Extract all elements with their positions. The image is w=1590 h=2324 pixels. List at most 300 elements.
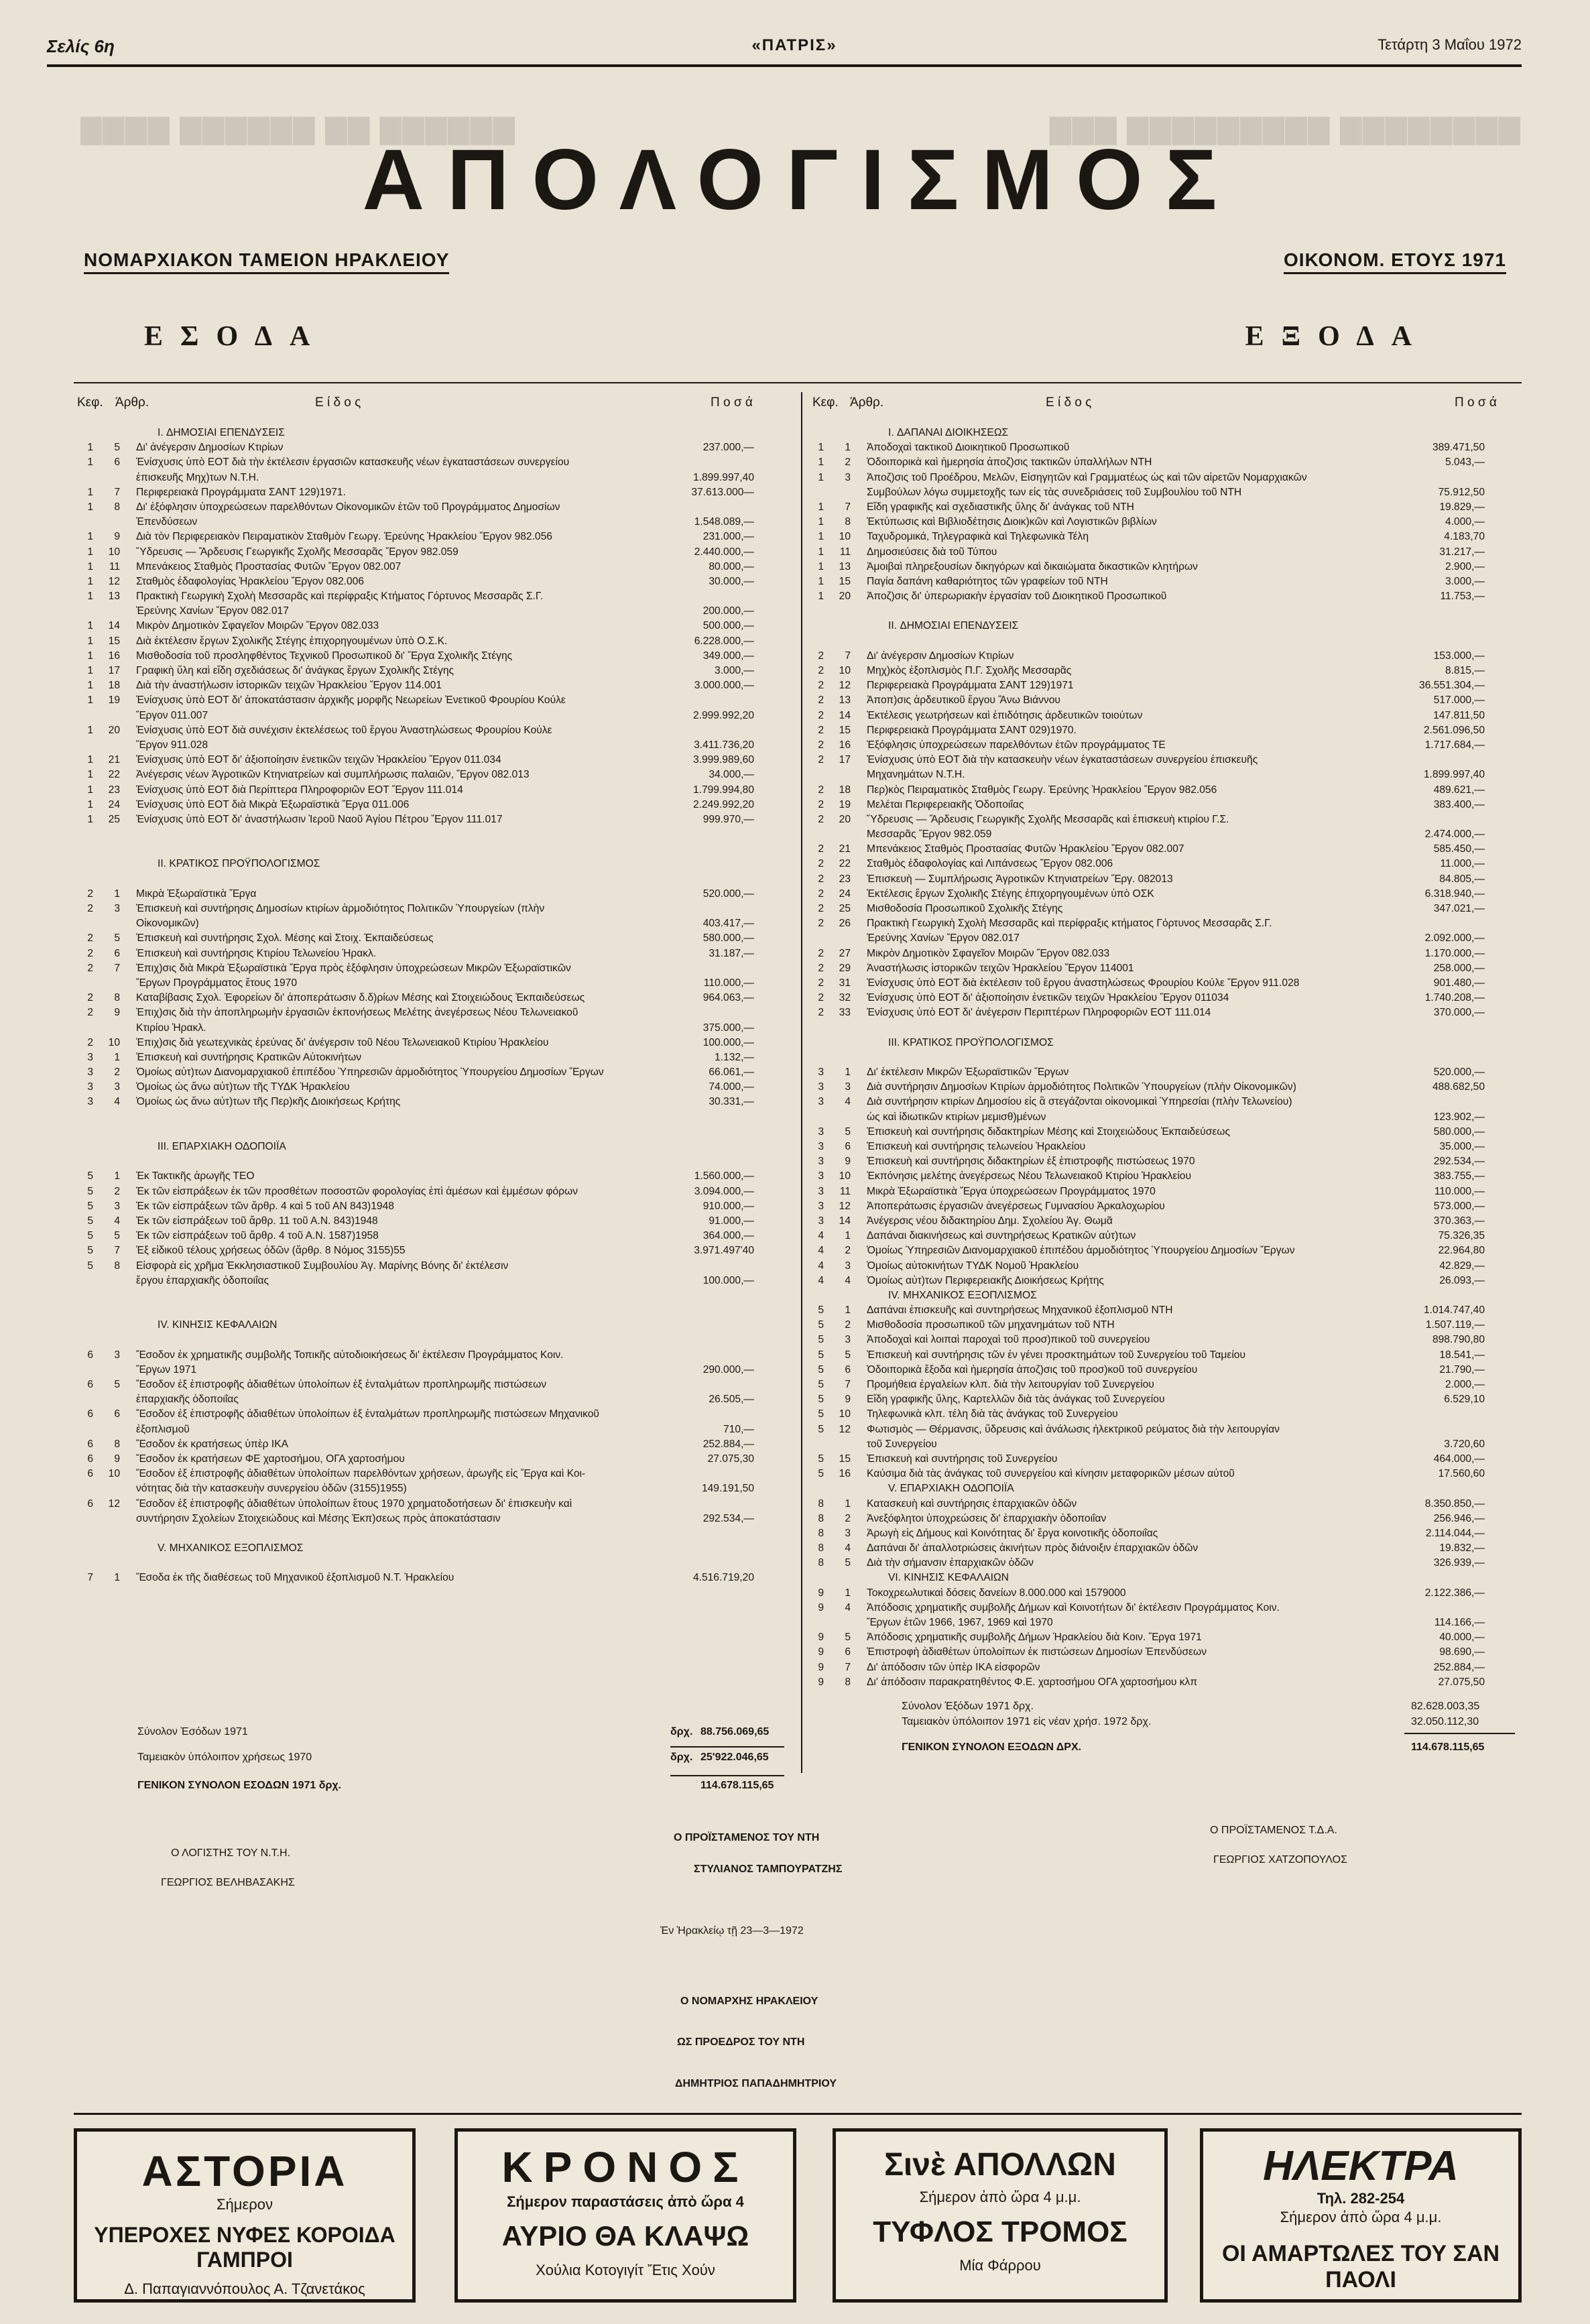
article-number: 12 [839, 1423, 851, 1435]
item-description: Ἐνίσχυσις ὑπὸ ΕΟΤ διὰ συνέχισιν ἐκτελέσεως τοῦ ἔργου Ἀναστηλώσεως Φρουρίου Κούλε [136, 724, 552, 736]
item-amount: 153.000,— [1433, 650, 1485, 662]
balance-1971-value: 32.050.112,30 [1411, 1716, 1479, 1727]
chapter-number: 3 [818, 1170, 824, 1182]
chapter-number: 2 [87, 947, 93, 959]
item-description [127, 1125, 654, 1140]
revenue-heading: ΕΣΟΔΑ [144, 321, 328, 352]
item-description: Ἔργον 011.007 [136, 709, 208, 721]
item-amount: 500.000,— [702, 620, 754, 632]
item-description: Ἐκ τῶν εἰσπράξεων τοῦ ἄρθρ. 11 τοῦ Α.Ν. 843)1948 [136, 1215, 378, 1227]
item-description: Μπενάκειος Σταθμὸς Προστασίας Φυτῶν Ἔργον 082.007 [136, 560, 402, 572]
item-amount [654, 1467, 754, 1481]
article-number: 6 [114, 456, 120, 469]
item-description: Δαπάναι δι' ἀπαλλοτριώσεις ἀκινήτων πρὸς διάνοιξιν ἐπαρχιακῶν ὁδῶν [867, 1542, 1199, 1554]
ad-apollon [833, 2128, 1168, 2303]
item-description: Δαπάναι ἐπισκευῆς καὶ συντηρήσεως Μηχανικοῦ ἐξοπλισμοῦ ΝΤΗ [867, 1304, 1173, 1317]
table-row [77, 693, 754, 708]
item-description: ἐξοπλισμοῦ [136, 1423, 190, 1435]
item-description: Κατασκευὴ καὶ συντήρησις ἐπαρχιακῶν ὁδῶν [867, 1497, 1077, 1510]
table-row [808, 1526, 1485, 1541]
head-nth-title: Ο ΠΡΟΪΣΤΑΜΕΝΟΣ ΤΟΥ ΝΤΗ [674, 1832, 820, 1843]
table-row [77, 1333, 754, 1347]
table-row [77, 1407, 754, 1422]
article-number: 1 [845, 1587, 851, 1599]
article-number [824, 604, 857, 619]
item-amount: 364.000,— [702, 1230, 754, 1242]
issue-date: Τετάρτη 3 Μαΐου 1972 [1378, 36, 1522, 53]
item-description: Ταχυδρομικά, Τηλεγραφικὰ καὶ Τηλεφωνικὰ Τέλη [867, 531, 1089, 543]
bleed-text-right: ▇▇▇ ▇▇▇▇▇▇▇▇▇ ▇▇▇▇▇▇▇▇ [1050, 115, 1522, 144]
item-amount: 2.114.044,— [1425, 1527, 1485, 1539]
section-heading [77, 426, 754, 440]
chapter-number: 9 [818, 1587, 824, 1599]
table-row [808, 1303, 1485, 1318]
chapter-number: 6 [87, 1468, 93, 1480]
item-description: Διὰ τὸν Περιφερειακὸν Πειραματικὸν Σταθμὸν Γεωργ. Ἐρεύνης Ἡρακλείου Ἔργον 982.056 [136, 531, 552, 543]
chapter-number: 2 [818, 798, 824, 810]
article-number: 25 [108, 813, 120, 825]
article-number: 8 [114, 992, 120, 1004]
table-row [77, 887, 754, 902]
chapter-number: 6 [87, 1497, 93, 1510]
table-row [77, 1110, 754, 1125]
chapter-number: 5 [818, 1468, 824, 1480]
item-amount: 75.326,35 [1438, 1230, 1485, 1242]
chapter-number [77, 1333, 93, 1347]
chapter-number [808, 931, 824, 946]
article-number: 18 [839, 784, 851, 796]
item-description: ὡς καὶ ἰδιωτικῶν κτιρίων μεμισθ)μένων [867, 1111, 1046, 1123]
table-row [808, 1005, 1485, 1020]
article-number [93, 1274, 127, 1288]
section-title: V. ΜΗΧΑΝΙΚΟΣ ΕΞΟΠΛΙΣΜΟΣ [158, 1542, 304, 1554]
section-heading [77, 1541, 754, 1556]
item-description: Κτιρίου Ἡρακλ. [136, 1022, 206, 1034]
chapter-number: 8 [818, 1557, 824, 1569]
item-amount: 1.899.997,40 [1423, 769, 1485, 781]
col-header-eidos: Ε ί δ ο ς [1046, 395, 1092, 410]
chapter-number: 1 [818, 442, 824, 454]
prefect-title: Ο ΝΟΜΑΡΧΗΣ ΗΡΑΚΛΕΙΟΥ [680, 1996, 818, 2007]
item-description: Περιφερειακὰ Προγράμματα ΣΑΝΤ 029)1970. [867, 724, 1077, 736]
item-description: Ἀρωγὴ εἰς Δήμους καὶ Κοινότητας δι' ἔργα κοινοτικῆς ὁδοποιΐας [867, 1527, 1158, 1539]
table-row [808, 827, 1485, 842]
article-number: 5 [114, 1230, 120, 1242]
item-amount: 488.682,50 [1432, 1081, 1485, 1093]
item-description [127, 1526, 654, 1541]
chapter-number: 2 [818, 650, 824, 662]
chapter-number: 3 [818, 1215, 824, 1227]
table-row [808, 991, 1485, 1005]
article-number: 3 [845, 1260, 851, 1272]
table-row [808, 1140, 1485, 1154]
item-description: Ἐκ τῶν εἰσπράξεων ἐκ τῶν προσθέτων ποσοστῶν φορολογίας ἐπὶ ἀμέσων καὶ ἐμμέσων φόρων [136, 1185, 578, 1197]
table-row [808, 902, 1485, 916]
table-row [808, 1259, 1485, 1274]
item-description: Ἐκτέλεσις ἔργων Σχολικῆς Στέγης ἐπιχορηγουμένων ὑπὸ ΟΣΚ [867, 888, 1154, 900]
table-row [808, 1645, 1485, 1660]
article-number: 1 [845, 442, 851, 454]
chapter-number: 5 [87, 1200, 93, 1212]
chapter-number: 2 [818, 843, 824, 855]
table-row [77, 604, 754, 619]
item-description: Ἐνίσχυσις ὑπὸ ΕΟΤ δι' ἀνέγερσιν Περιπτέρων Πληροφοριῶν ΕΟΤ 111.014 [867, 1007, 1211, 1019]
item-amount [1384, 1050, 1485, 1065]
item-description: Ἐκτέλεσις γεωτρήσεων καὶ ἐπιδότησις ἀρδευτικῶν τοιούτων [867, 709, 1143, 721]
item-description: Ἔσοδον ἐξ ἐπιστροφῆς ἀδιαθέτων ὑπολοίπων ἐξ ἐνταλμάτων προπληρωμῆς πιστώσεων Μηχανικοῦ [136, 1408, 599, 1420]
chapter-number [808, 1050, 824, 1065]
item-amount: 100.000,— [702, 1274, 754, 1286]
article-number [93, 1154, 127, 1169]
table-row [77, 1363, 754, 1378]
article-number [93, 515, 127, 530]
table-row [808, 678, 1485, 693]
article-number: 17 [839, 754, 851, 766]
article-number: 7 [114, 1245, 120, 1257]
item-description: Ἀμοιβαὶ πληρεξουσίων δικηγόρων καὶ δικαιώματα δικαστικῶν κλητήρων [867, 560, 1198, 572]
item-amount: 19.829,— [1439, 501, 1485, 513]
table-row [808, 723, 1485, 738]
chapter-number: 5 [818, 1423, 824, 1435]
table-row [808, 1630, 1485, 1645]
section-heading [808, 1481, 1485, 1496]
article-number: 12 [839, 1200, 851, 1212]
item-amount: 3.000,— [1445, 575, 1485, 587]
item-description: συντήρησιν Σχολείων Στοιχειώδους καὶ Μέσης Ἐκπ)σεως πρὸς ἀποκατάστασιν [136, 1512, 501, 1524]
chapter-number [77, 738, 93, 753]
item-description: Συμβούλων λόγω συμμετοχῆς των εἰς τὰς συνεδριάσεις τοῦ Συμβουλίου τοῦ ΝΤΗ [867, 486, 1242, 498]
item-description: Ἐνίσχυσις ὑπὸ ΕΟΤ διὰ τὴν κατασκευὴν νέων ἐγκαταστάσεων συνεργείου ἐπισκευῆς [867, 754, 1258, 766]
item-description: Μισθοδοσία προσωπικοῦ τῶν μηχανημάτων τοῦ ΝΤΗ [867, 1319, 1115, 1331]
table-row [77, 842, 754, 857]
ad-kronos-film: ΑΥΡΙΟ ΘΑ ΚΛΑΨΩ [501, 2220, 749, 2252]
item-description: Ἐνίσχυσις ὑπὸ ΕΟΤ διὰ Περίπτερα Πληροφοριῶν ΕΟΤ Ἔργον 111.014 [136, 784, 463, 796]
chapter-number: 5 [87, 1230, 93, 1242]
item-description: Μηχανημάτων Ν.Τ.Η. [867, 769, 965, 781]
table-row [808, 1467, 1485, 1481]
article-number: 8 [114, 1260, 120, 1272]
article-number: 6 [845, 1141, 851, 1152]
item-description: ἐπαρχιακῆς ὁδοποιΐας [136, 1394, 239, 1406]
chapter-number [808, 768, 824, 782]
item-description [127, 1288, 654, 1303]
item-description: Ἀνέγερσις νέων Ἀγροτικῶν Κτηνιατρείων καὶ συμπλήρωσις παλαιῶν, Ἔργον 082.013 [136, 769, 530, 781]
table-row [77, 678, 754, 693]
bleed-text-left: ▇▇▇▇ ▇▇▇▇▇▇ ▇▇ ▇▇▇▇▇▇ [80, 115, 517, 144]
item-amount [654, 961, 754, 976]
table-row [808, 1333, 1485, 1347]
article-number: 2 [845, 456, 851, 469]
item-amount: 19.832,— [1439, 1542, 1485, 1554]
item-description: Ἔργον 911.028 [136, 739, 208, 751]
table-row [77, 961, 754, 976]
item-amount [1384, 471, 1485, 485]
article-number: 7 [845, 650, 851, 662]
item-amount: 110.000,— [703, 977, 754, 989]
table-row [77, 440, 754, 455]
item-amount: 1.132,— [715, 1051, 754, 1063]
item-description: Δι' ἀπόδοσιν παρακρατηθέντος Φ.Ε. χαρτοσήμου ΟΓΑ χαρτοσήμου κλπ [867, 1676, 1198, 1688]
table-row [77, 1452, 754, 1467]
article-number: 16 [108, 650, 120, 662]
item-amount [654, 1303, 754, 1318]
item-amount [1384, 604, 1485, 619]
ad-apollon-cast: Μία Φάρρου [959, 2257, 1041, 2274]
table-row [808, 664, 1485, 678]
chapter-number: 3 [87, 1051, 93, 1063]
chapter-number: 2 [87, 1036, 93, 1048]
article-number: 3 [845, 1527, 851, 1539]
chapter-number: 9 [818, 1632, 824, 1644]
chapter-number: 6 [87, 1349, 93, 1361]
item-description: Ἀνεξόφλητοι ὑποχρεώσεις δι' ἐπαρχιακὴν ὁδοποιΐαν [867, 1512, 1107, 1524]
article-number: 16 [839, 739, 851, 751]
col-header-arth: Άρθρ. [850, 395, 884, 410]
chapter-number: 1 [87, 680, 93, 692]
item-description [127, 1303, 654, 1318]
item-description: Οἰκονομικῶν) [136, 918, 199, 930]
article-number: 23 [839, 873, 851, 885]
chapter-number [77, 1288, 93, 1303]
chapter-number: 8 [818, 1542, 824, 1554]
table-row [808, 693, 1485, 708]
chapter-number: 9 [818, 1676, 824, 1688]
chapter-number [808, 604, 824, 619]
article-number: 14 [839, 709, 851, 721]
item-amount: 6.228.000,— [694, 635, 754, 647]
article-number: 2 [845, 1512, 851, 1524]
table-row [77, 812, 754, 827]
article-number: 2 [114, 1066, 120, 1079]
article-number: 15 [839, 575, 851, 587]
item-amount: 389.471,50 [1432, 442, 1485, 454]
item-description: Μικρὸν Δημοτικὸν Σφαγεῖον Μοιρῶν Ἔργον 082.033 [867, 947, 1110, 959]
chapter-number: 1 [87, 442, 93, 454]
item-description: Ὕδρευσις — Ἄρδευσις Γεωργικῆς Σχολῆς Μεσσαρᾶς καὶ ἐπισκευὴ κτιρίου Γ.Σ. [867, 813, 1229, 825]
chapter-number [77, 1303, 93, 1318]
article-number: 7 [845, 1379, 851, 1390]
chapter-number: 2 [87, 888, 93, 900]
article-number: 33 [839, 1007, 851, 1019]
grand-total-expenses-label: ΓΕΝΙΚΟΝ ΣΥΝΟΛΟΝ ΕΞΟΔΩΝ ΔΡΧ. [902, 1741, 1082, 1753]
item-description: Ἔσοδον ἐκ κρατήσεως ὑπὲρ ΙΚΑ [136, 1438, 289, 1450]
item-amount [654, 723, 754, 738]
chapter-number [77, 709, 93, 723]
article-number: 27 [839, 947, 851, 959]
item-description: Ἀποπεράτωσις ἐργασιῶν ἀνεγέρσεως Γυμνασίου Ἀρκαλοχωρίου [867, 1200, 1165, 1212]
item-amount: 910.000,— [702, 1200, 754, 1212]
article-number: 32 [839, 992, 851, 1004]
item-amount: 31.217,— [1439, 546, 1485, 558]
item-amount: 252.884,— [1433, 1661, 1485, 1673]
item-description [127, 827, 654, 842]
table-row [77, 872, 754, 887]
ad-kronos [454, 2128, 796, 2303]
table-row [808, 1065, 1485, 1080]
page-title: ΑΠΟΛΟΓΙΣΜΟΣ [362, 132, 1240, 228]
item-description: Μικρὰ Ἐξωραϊστικὰ Ἔργα ὑποχρεώσεων Προγράμματος 1970 [867, 1185, 1156, 1197]
grand-total-expenses-value: 114.678.115,65 [1411, 1741, 1485, 1753]
item-amount [654, 589, 754, 604]
item-amount [1384, 916, 1485, 931]
table-row [77, 1021, 754, 1036]
item-description: Ἐπισκευὴ καὶ συντήρησις Σχολ. Μέσης καὶ Στοιχ. Ἐκπαιδεύσεως [136, 932, 434, 944]
item-amount: 6.529,10 [1444, 1394, 1485, 1406]
table-row [77, 946, 754, 961]
table-row [808, 1512, 1485, 1526]
fund-name: ΝΟΜΑΡΧΙΑΚΟΝ ΤΑΜΕΙΟΝ ΗΡΑΚΛΕΙΟΥ [84, 249, 449, 274]
item-amount [654, 1407, 754, 1422]
article-number: 1 [114, 1170, 120, 1182]
item-amount: 489.621,— [1433, 784, 1485, 796]
table-row [808, 1541, 1485, 1556]
item-amount: 34.000,— [709, 769, 754, 781]
item-amount: 66.061,— [709, 1066, 754, 1079]
table-row [808, 976, 1485, 991]
item-amount: 30.000,— [709, 575, 754, 587]
item-amount: 383.400,— [1433, 798, 1485, 810]
item-amount: 237.000,— [702, 442, 754, 454]
article-number: 21 [839, 843, 851, 855]
sum-rule [1404, 1733, 1515, 1734]
section-title: III. ΚΡΑΤΙΚΟΣ ΠΡΟΫΠΟΛΟΓΙΣΜΟΣ [888, 1036, 1054, 1048]
table-row [808, 798, 1485, 812]
item-amount [1384, 1021, 1485, 1036]
item-amount: 3.000,— [715, 665, 754, 676]
ad-astoria-cast: Δ. Παπαγιαννόπουλος Α. Τζανετάκος [124, 2280, 365, 2297]
chapter-number: 5 [818, 1319, 824, 1331]
item-amount: 375.000,— [702, 1022, 754, 1034]
article-number: 1 [114, 888, 120, 900]
chapter-number: 8 [818, 1497, 824, 1510]
item-description: Ἐπιχ)σις διὰ Μικρὰ Ἐξωραϊστικὰ Ἔργα πρὸς ἐξόφλησιν ὑποχρεώσεων Μικρῶν Ἐξωραϊστικῶν [136, 962, 571, 974]
article-number [93, 976, 127, 991]
article-number: 3 [845, 471, 851, 483]
item-amount: 383.755,— [1433, 1170, 1485, 1182]
article-number: 21 [108, 754, 120, 766]
article-number: 10 [839, 531, 851, 543]
article-number: 1 [845, 1066, 851, 1079]
item-description: Ἐξ εἰδικοῦ τέλους χρήσεως ὁδῶν (ἄρθρ. 8 Νόμος 3155)55 [136, 1245, 406, 1257]
table-row [77, 738, 754, 753]
table-row [77, 768, 754, 782]
article-number: 5 [845, 1349, 851, 1361]
table-row [77, 1095, 754, 1109]
chapter-number: 6 [87, 1408, 93, 1420]
article-number: 15 [108, 635, 120, 647]
chapter-number: 2 [818, 709, 824, 721]
chapter-number: 1 [818, 456, 824, 469]
item-amount: 2.092.000,— [1424, 932, 1485, 944]
item-description: Ἐκ τῶν εἰσπράξεων τῶν ἄρθρ. 4 καὶ 5 τοῦ ΑΝ 843)1948 [136, 1200, 394, 1212]
total-expenses-value: 82.628.003,35 [1411, 1701, 1480, 1712]
item-description: Ἐπισκευὴ — Συμπλήρωσις Ἀγροτικῶν Κτηνιατρείων Ἔργ. 082013 [867, 873, 1173, 885]
item-amount: 347.021,— [1433, 903, 1485, 914]
chapter-number: 2 [818, 858, 824, 870]
chapter-number: 3 [87, 1066, 93, 1079]
table-row [77, 1556, 754, 1571]
ad-ilektra-film: ΟΙ ΑΜΑΡΤΩΛΕΣ ΤΟΥ ΣΑΝ ΠΑΟΛΙ [1221, 2241, 1500, 2292]
chapter-number: 3 [818, 1185, 824, 1197]
table-row [77, 485, 754, 500]
chapter-number [77, 515, 93, 530]
section-title: V. ΕΠΑΡΧΙΑΚΗ ΟΔΟΠΟΙΪΑ [888, 1483, 1014, 1495]
item-description: Ἐπιστροφὴ ἀδιαθέτων ὑπολοίπων ἐκ πιστώσεων Δημοσίων Ἐπενδύσεων [867, 1646, 1207, 1658]
item-description: Εἴδη γραφικῆς ὕλης, Καρτελλῶν διὰ τὰς ἀνάγκας τοῦ Συνεργείου [867, 1394, 1165, 1406]
item-description [857, 1021, 1384, 1036]
item-description: Ἀποζ)σις δι' ὑπερωριακὴν ἐργασίαν τοῦ Διοικητικοῦ Προσωπικοῦ [867, 591, 1167, 603]
item-description: Καταβίβασις Σχολ. Ἐφορείων δι' ἀποπεράτωσιν δ.δ)ρίων Μέσης καὶ Στοιχειώδους Ἐκπαιδεύσεως [136, 992, 585, 1004]
item-amount: 2.440.000,— [694, 546, 754, 558]
item-description [857, 634, 1384, 649]
table-row [808, 634, 1485, 649]
table-row [77, 1526, 754, 1541]
article-number: 10 [839, 1408, 851, 1420]
accountant-title: Ο ΛΟΓΙΣΤΗΣ ΤΟΥ Ν.Τ.Η. [171, 1847, 291, 1859]
chapter-number: 2 [818, 903, 824, 914]
table-row [77, 1392, 754, 1407]
item-description: Διὰ ἐκτέλεσιν ἔργων Σχολικῆς Στέγης ἐπιχορηγουμένων ὑπὸ Ο.Σ.Κ. [136, 635, 448, 647]
item-description: Ἐπισκευὴ καὶ συντήρησις τοῦ Συνεργείου [867, 1453, 1058, 1465]
table-row [77, 664, 754, 678]
table-row [77, 1169, 754, 1184]
article-number [93, 604, 127, 619]
article-number: 18 [108, 680, 120, 692]
chapter-number: 1 [818, 575, 824, 587]
ad-kronos-cast: Χούλια Κοτογιγίτ Ἔτις Χούν [536, 2262, 715, 2278]
table-row [77, 827, 754, 842]
table-row [77, 1154, 754, 1169]
item-amount: 252.884,— [702, 1438, 754, 1450]
item-amount [654, 827, 754, 842]
table-row [808, 649, 1485, 664]
item-description: Ἐπισκευὴ καὶ συντήρησις τελωνείου Ἡρακλείου [867, 1141, 1086, 1152]
chapter-number [77, 604, 93, 619]
chapter-number: 5 [818, 1453, 824, 1465]
chapter-number: 2 [818, 680, 824, 692]
head-nth-name: ΣΤΥΛΙΑΝΟΣ ΤΑΜΠΟΥΡΑΤΖΗΣ [694, 1863, 843, 1875]
table-row [77, 1467, 754, 1481]
table-row [77, 1348, 754, 1363]
article-number [93, 709, 127, 723]
chapter-number: 8 [818, 1512, 824, 1524]
table-row [808, 1497, 1485, 1512]
item-description: Περιφερειακὰ Προγράμματα ΣΑΝΤ 129)1971. [136, 486, 346, 498]
item-amount: 37.613.000— [691, 486, 754, 498]
article-number: 2 [845, 1319, 851, 1331]
table-row [77, 1259, 754, 1274]
article-number [93, 1481, 127, 1496]
chapter-number: 1 [818, 591, 824, 603]
table-row [77, 1050, 754, 1065]
item-amount: 370.000,— [1433, 1007, 1485, 1019]
ads-separator [74, 2113, 1522, 2115]
article-number: 19 [108, 694, 120, 707]
item-description: Ἐπενδύσεων [136, 516, 198, 528]
item-amount: 80.000,— [709, 560, 754, 572]
table-row [808, 857, 1485, 871]
place-date: Ἐν Ἡρακλείῳ τῇ 23—3—1972 [660, 1925, 804, 1937]
chapter-number: 2 [818, 1007, 824, 1019]
article-number [824, 827, 857, 842]
section-heading [808, 1288, 1485, 1303]
ad-ilektra [1200, 2128, 1522, 2303]
item-amount: 91.000,— [709, 1215, 754, 1227]
chapter-number [808, 1021, 824, 1036]
article-number: 3 [114, 1200, 120, 1212]
item-amount: 27.075,50 [1438, 1676, 1485, 1688]
item-description: Παγία δαπάνη καθαριότητος τῶν γραφείων τοῦ ΝΤΗ [867, 575, 1108, 587]
